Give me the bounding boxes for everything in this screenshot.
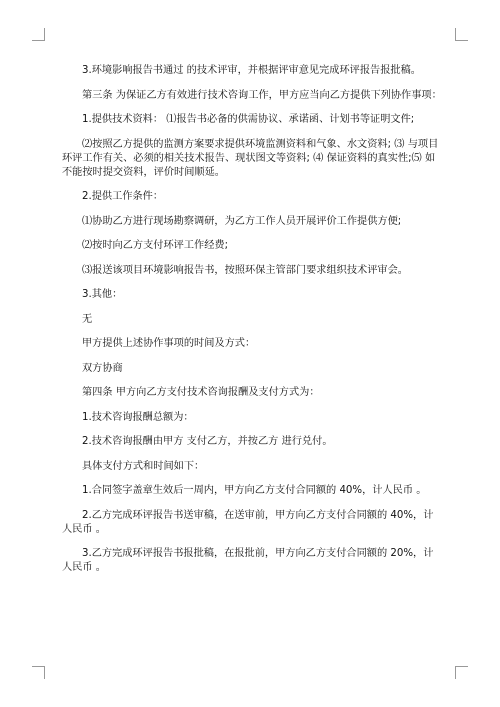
paragraph-16: 具体支付方式和时间如下： <box>82 460 205 472</box>
paragraph-7: ⑵按时向乙方支付环评工作经费; <box>82 240 229 251</box>
paragraph-1: 3.环境影响报告书通过 的技术评审，并根据评审意见完成环评报告报批稿。 <box>82 65 421 76</box>
crop-mark-bottom-left <box>32 666 45 679</box>
paragraph-19: 3.乙方完成环评报告书报批稿，在报批前，甲方向乙方支付合同额的 20%，计人民币 。 <box>62 548 434 573</box>
document-body <box>62 64 442 586</box>
paragraph-8: ⑶报送该项目环境影响报告书，按照环保主管部门要求组织技术评审会。 <box>82 264 408 276</box>
paragraph-9: 3.其他： <box>82 289 123 300</box>
paragraph-17: 1.合同签字盖章生效后一周内，甲方向乙方支付合同额的 40%，计人民币 。 <box>82 485 427 496</box>
paragraph-14: 1.技术咨询报酬总额为： <box>82 411 194 423</box>
paragraph-5: 2.提供工作条件： <box>82 191 164 202</box>
paragraph-15: 2.技术咨询报酬由甲方 支付乙方，并按乙方 进行兑付。 <box>82 436 333 447</box>
paragraph-10: 无 <box>82 313 93 325</box>
paragraph-11: 甲方提供上述协作事项的时间及方式： <box>82 338 256 349</box>
paragraph-12: 双方协商 <box>82 362 123 374</box>
crop-mark-bottom-right <box>455 666 468 679</box>
paragraph-4: ⑵按照乙方提供的监测方案要求提供环境监测资料和气象、水文资料; ⑶ 与项目环评工作有关、必须的相关技术报告、现状图文等资料; ⑷ 保证资料的真实性;⑸ 如不能按时提交资料，评价时间顺延。 <box>62 138 439 178</box>
paragraph-13: 第四条 甲方向乙方支付技术咨询报酬及支付方式为： <box>82 387 320 398</box>
paragraph-18: 2.乙方完成环评报告书送审稿，在送审前，甲方向乙方支付合同额的 40%，计人民币 。 <box>62 509 434 535</box>
paragraph-3: 1.提供技术资料： ⑴报告书必备的供需协议、承诺函、计划书等证明文件; <box>82 114 415 125</box>
paragraph-6: ⑴协助乙方进行现场勘察调研，为乙方工作人员开展评价工作提供方便; <box>82 215 402 227</box>
paragraph-2: 第三条 为保证乙方有效进行技术咨询工作，甲方应当向乙方提供下列协作事项： <box>82 89 442 101</box>
crop-mark-top-right <box>455 28 468 41</box>
crop-mark-top-left <box>32 28 45 41</box>
